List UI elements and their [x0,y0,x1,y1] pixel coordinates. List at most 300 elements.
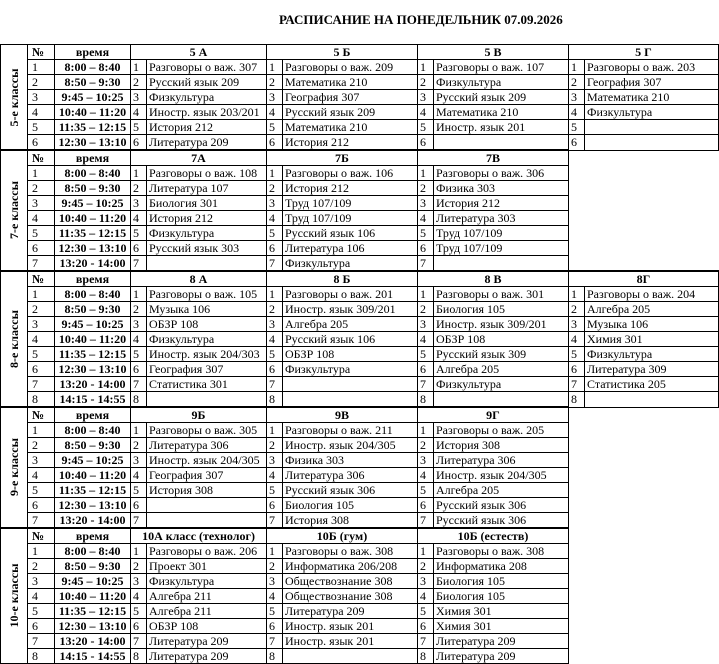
lesson-slot-number: 1 [569,287,585,302]
lesson-slot-number: 2 [131,302,147,317]
lesson-subject: Литература 306 [147,438,267,453]
empty-cell [569,241,719,256]
lesson-slot-number: 6 [418,619,434,634]
lesson-time: 10:40 – 11:20 [55,332,131,347]
lesson-slot-number: 3 [131,196,147,211]
lesson-time: 11:35 – 12:15 [55,120,131,135]
lesson-row [1,181,719,196]
lesson-row [1,196,719,211]
lesson-subject: Русский язык 309 [434,347,569,362]
lesson-subject: Литература 306 [434,453,569,468]
lesson-subject [585,120,719,135]
class-header: 5 Б [267,45,418,60]
lesson-time: 9:45 – 10:25 [55,453,131,468]
lesson-subject: Разговоры о важ. 206 [147,544,267,559]
lesson-subject: Алгебра 211 [147,604,267,619]
lesson-row [1,423,719,438]
lesson-row [1,604,719,619]
lesson-time: 8:00 – 8:40 [55,287,131,302]
lesson-number: 6 [28,135,55,151]
lesson-slot-number: 7 [267,377,283,392]
lesson-slot-number: 7 [131,513,147,529]
lesson-row [1,589,719,604]
lesson-slot-number: 1 [131,423,147,438]
lesson-number: 5 [28,347,55,362]
lesson-subject: Иностр. язык 201 [434,120,569,135]
empty-cell [569,166,719,181]
lesson-slot-number: 8 [131,649,147,664]
lesson-time: 10:40 – 11:20 [55,105,131,120]
lesson-subject: Физкультура [283,362,418,377]
lesson-row [1,483,719,498]
lesson-subject: Литература 209 [147,649,267,664]
lesson-slot-number: 6 [418,241,434,256]
lesson-number: 4 [28,468,55,483]
lesson-time: 10:40 – 11:20 [55,468,131,483]
lesson-subject: Биология 301 [147,196,267,211]
lesson-time: 12:30 – 13:10 [55,619,131,634]
empty-cell [569,498,719,513]
lesson-slot-number: 7 [131,256,147,272]
lesson-number: 8 [28,392,55,408]
lesson-subject: Химия 301 [585,332,719,347]
empty-cell [569,544,719,559]
lesson-row [1,559,719,574]
header-time: время [55,407,131,423]
lesson-subject: История 212 [283,181,418,196]
lesson-time: 9:45 – 10:25 [55,574,131,589]
lesson-time: 12:30 – 13:10 [55,498,131,513]
class-header: 5 А [131,45,267,60]
lesson-slot-number: 1 [569,60,585,75]
lesson-row [1,90,719,105]
lesson-time: 14:15 - 14:55 [55,649,131,664]
lesson-time: 11:35 – 12:15 [55,483,131,498]
lesson-subject: Иностр. язык 201 [283,619,418,634]
empty-cell [569,407,719,423]
lesson-number: 1 [28,544,55,559]
lesson-number: 2 [28,438,55,453]
lesson-subject: География 307 [283,90,418,105]
lesson-number: 6 [28,619,55,634]
lesson-number: 5 [28,604,55,619]
lesson-slot-number: 8 [267,649,283,664]
lesson-time: 11:35 – 12:15 [55,226,131,241]
lesson-number: 3 [28,317,55,332]
lesson-subject: Физкультура [147,226,267,241]
lesson-slot-number: 1 [418,166,434,181]
lesson-slot-number: 4 [418,211,434,226]
lesson-time: 8:00 – 8:40 [55,423,131,438]
lesson-subject: Алгебра 211 [147,589,267,604]
lesson-subject: История 212 [434,196,569,211]
lesson-subject: Музыка 106 [585,317,719,332]
lesson-number: 2 [28,181,55,196]
class-header: 8 А [131,271,267,287]
lesson-subject: Статистика 205 [585,377,719,392]
section-header-row [1,407,719,423]
lesson-subject [283,392,418,408]
grade-label: 5-е классы [1,45,28,151]
lesson-number: 6 [28,362,55,377]
lesson-slot-number: 1 [131,60,147,75]
lesson-slot-number: 4 [131,589,147,604]
lesson-subject: Физика 303 [434,181,569,196]
section-header-row [1,150,719,166]
lesson-subject: Литература 106 [283,241,418,256]
lesson-number: 3 [28,574,55,589]
lesson-subject: Иностр. язык 204/305 [147,453,267,468]
lesson-slot-number: 4 [131,332,147,347]
lesson-subject: Химия 301 [434,619,569,634]
lesson-time: 8:00 – 8:40 [55,544,131,559]
lesson-subject: Музыка 106 [147,302,267,317]
lesson-slot-number: 5 [418,604,434,619]
lesson-row [1,544,719,559]
lesson-slot-number: 4 [267,211,283,226]
lesson-subject: Литература 209 [434,649,569,664]
empty-cell [569,438,719,453]
grade-label: 10-е классы [1,528,28,664]
lesson-number: 1 [28,60,55,75]
lesson-slot-number: 5 [267,226,283,241]
grade-label: 9-е классы [1,407,28,528]
lesson-slot-number: 5 [131,347,147,362]
lesson-slot-number: 5 [267,120,283,135]
header-num: № [28,271,55,287]
lesson-subject: Математика 210 [585,90,719,105]
lesson-subject [147,498,267,513]
lesson-slot-number: 1 [418,287,434,302]
header-time: время [55,45,131,60]
lesson-slot-number: 2 [418,559,434,574]
lesson-number: 2 [28,302,55,317]
lesson-time: 13:20 - 14:00 [55,256,131,272]
lesson-time: 9:45 – 10:25 [55,90,131,105]
class-header: 9В [267,407,418,423]
lesson-subject: Разговоры о важ. 106 [283,166,418,181]
lesson-subject [434,256,569,272]
lesson-subject: ОБЗР 108 [434,332,569,347]
lesson-slot-number: 4 [267,332,283,347]
lesson-subject: Разговоры о важ. 306 [434,166,569,181]
lesson-subject: Биология 105 [434,574,569,589]
lesson-slot-number: 4 [267,105,283,120]
lesson-time: 8:00 – 8:40 [55,60,131,75]
lesson-subject: Русский язык 209 [147,75,267,90]
lesson-subject: Литература 209 [434,634,569,649]
lesson-subject: География 307 [147,362,267,377]
lesson-subject: Математика 210 [434,105,569,120]
lesson-number: 4 [28,332,55,347]
lesson-slot-number: 4 [418,468,434,483]
lesson-subject: История 212 [147,120,267,135]
lesson-time: 8:50 – 9:30 [55,181,131,196]
lesson-subject: Алгебра 205 [585,302,719,317]
schedule-table [0,44,719,664]
lesson-slot-number: 5 [131,604,147,619]
lesson-time: 9:45 – 10:25 [55,317,131,332]
lesson-subject: Алгебра 205 [283,317,418,332]
schedule-body [1,45,719,664]
lesson-slot-number: 1 [267,166,283,181]
lesson-slot-number: 3 [418,196,434,211]
empty-cell [569,150,719,166]
lesson-subject: ОБЗР 108 [283,347,418,362]
lesson-slot-number: 5 [418,483,434,498]
lesson-subject: Литература 303 [434,211,569,226]
lesson-slot-number: 7 [267,634,283,649]
lesson-slot-number: 5 [131,120,147,135]
lesson-subject: Разговоры о важ. 201 [283,287,418,302]
lesson-subject [585,392,719,408]
lesson-time: 8:50 – 9:30 [55,559,131,574]
lesson-row [1,619,719,634]
lesson-row [1,498,719,513]
lesson-number: 6 [28,241,55,256]
lesson-slot-number: 1 [131,166,147,181]
lesson-subject: История 308 [147,483,267,498]
lesson-time: 11:35 – 12:15 [55,347,131,362]
section-header-row [1,528,719,544]
empty-cell [569,604,719,619]
lesson-subject: Разговоры о важ. 301 [434,287,569,302]
lesson-slot-number: 5 [418,347,434,362]
lesson-slot-number: 3 [267,196,283,211]
lesson-slot-number: 8 [569,392,585,408]
lesson-slot-number: 5 [267,483,283,498]
lesson-subject: Алгебра 205 [434,483,569,498]
lesson-subject: Иностр. язык 204/303 [147,347,267,362]
lesson-subject [585,135,719,151]
lesson-slot-number: 7 [418,513,434,529]
lesson-subject [147,392,267,408]
lesson-subject: Иностр. язык 201 [283,634,418,649]
lesson-slot-number: 2 [418,302,434,317]
lesson-row [1,362,719,377]
lesson-number: 5 [28,483,55,498]
lesson-subject: Обществознание 308 [283,574,418,589]
lesson-slot-number: 2 [418,75,434,90]
lesson-subject: Информатика 208 [434,559,569,574]
lesson-subject: Труд 107/109 [283,211,418,226]
empty-cell [569,211,719,226]
lesson-slot-number: 3 [418,453,434,468]
lesson-number: 7 [28,513,55,529]
lesson-time: 10:40 – 11:20 [55,589,131,604]
lesson-slot-number: 2 [267,438,283,453]
class-header: 5 Г [569,45,719,60]
lesson-subject: Физкультура [147,90,267,105]
lesson-subject: Разговоры о важ. 203 [585,60,719,75]
lesson-slot-number: 6 [131,619,147,634]
empty-cell [569,196,719,211]
lesson-subject: Литература 209 [147,634,267,649]
lesson-slot-number: 2 [131,559,147,574]
lesson-slot-number: 1 [418,544,434,559]
lesson-subject: Обществознание 308 [283,589,418,604]
lesson-slot-number: 1 [267,60,283,75]
lesson-slot-number: 3 [267,453,283,468]
lesson-subject: Разговоры о важ. 108 [147,166,267,181]
lesson-subject: ОБЗР 108 [147,317,267,332]
lesson-slot-number: 8 [418,649,434,664]
lesson-slot-number: 4 [418,589,434,604]
lesson-subject: Труд 107/109 [434,241,569,256]
lesson-subject: Физкультура [434,377,569,392]
lesson-slot-number: 6 [267,241,283,256]
lesson-slot-number: 6 [267,362,283,377]
header-time: время [55,150,131,166]
lesson-slot-number: 3 [131,574,147,589]
lesson-number: 1 [28,287,55,302]
lesson-slot-number: 6 [418,135,434,151]
lesson-slot-number: 6 [569,362,585,377]
lesson-subject: Математика 210 [283,75,418,90]
lesson-slot-number: 2 [131,181,147,196]
lesson-subject: Русский язык 106 [283,226,418,241]
lesson-slot-number: 7 [267,513,283,529]
lesson-slot-number: 5 [569,347,585,362]
lesson-row [1,317,719,332]
lesson-row [1,332,719,347]
lesson-slot-number: 6 [131,498,147,513]
lesson-number: 7 [28,634,55,649]
class-header: 7В [418,150,569,166]
empty-cell [569,181,719,196]
lesson-slot-number: 7 [267,256,283,272]
lesson-subject: Литература 309 [585,362,719,377]
section-header-row [1,271,719,287]
class-header: 10Б (гум) [267,528,418,544]
lesson-subject: Физкультура [283,256,418,272]
section-header-row [1,45,719,60]
lesson-slot-number: 2 [267,181,283,196]
empty-cell [569,483,719,498]
lesson-subject: Разговоры о важ. 107 [434,60,569,75]
lesson-subject [283,377,418,392]
lesson-subject: Труд 107/109 [283,196,418,211]
lesson-subject: ОБЗР 108 [147,619,267,634]
lesson-subject: Биология 105 [434,302,569,317]
lesson-slot-number: 6 [131,241,147,256]
lesson-subject: Физика 303 [283,453,418,468]
lesson-slot-number: 3 [418,317,434,332]
lesson-slot-number: 7 [418,377,434,392]
lesson-slot-number: 3 [418,574,434,589]
lesson-slot-number: 2 [267,75,283,90]
lesson-slot-number: 5 [131,483,147,498]
lesson-slot-number: 5 [131,226,147,241]
lesson-subject: История 308 [283,513,418,529]
lesson-slot-number: 3 [131,453,147,468]
header-num: № [28,407,55,423]
lesson-slot-number: 4 [569,105,585,120]
lesson-row [1,241,719,256]
empty-cell [569,513,719,529]
lesson-number: 5 [28,226,55,241]
lesson-row [1,166,719,181]
lesson-number: 4 [28,105,55,120]
empty-cell [569,256,719,272]
lesson-slot-number: 1 [267,287,283,302]
lesson-slot-number: 2 [418,438,434,453]
lesson-slot-number: 7 [418,634,434,649]
lesson-subject: Физкультура [434,75,569,90]
lesson-slot-number: 1 [418,423,434,438]
lesson-row [1,287,719,302]
header-time: время [55,528,131,544]
lesson-slot-number: 6 [418,362,434,377]
lesson-slot-number: 7 [131,377,147,392]
lesson-slot-number: 7 [418,256,434,272]
lesson-slot-number: 8 [267,392,283,408]
empty-cell [569,589,719,604]
lesson-slot-number: 6 [267,498,283,513]
lesson-row [1,60,719,75]
lesson-time: 8:00 – 8:40 [55,166,131,181]
header-time: время [55,271,131,287]
lesson-row [1,513,719,529]
lesson-slot-number: 6 [418,498,434,513]
lesson-slot-number: 5 [418,120,434,135]
lesson-subject: Русский язык 306 [434,498,569,513]
lesson-number: 3 [28,90,55,105]
lesson-subject: Проект 301 [147,559,267,574]
lesson-subject: Разговоры о важ. 308 [283,544,418,559]
lesson-number: 7 [28,377,55,392]
lesson-subject: История 308 [434,438,569,453]
lesson-slot-number: 4 [418,105,434,120]
lesson-subject: Литература 209 [147,135,267,151]
lesson-subject: Разговоры о важ. 105 [147,287,267,302]
lesson-slot-number: 6 [267,619,283,634]
lesson-slot-number: 2 [131,75,147,90]
lesson-subject: Алгебра 205 [434,362,569,377]
lesson-subject: Физкультура [585,105,719,120]
lesson-slot-number: 4 [131,211,147,226]
lesson-slot-number: 3 [131,317,147,332]
header-num: № [28,45,55,60]
empty-cell [569,634,719,649]
lesson-number: 1 [28,423,55,438]
lesson-row [1,392,719,408]
lesson-slot-number: 1 [131,287,147,302]
empty-cell [569,423,719,438]
lesson-slot-number: 1 [131,544,147,559]
lesson-subject: Физкультура [147,574,267,589]
class-header: 8 В [418,271,569,287]
lesson-subject: Иностр. язык 309/201 [434,317,569,332]
lesson-time: 13:20 - 14:00 [55,513,131,529]
lesson-row [1,468,719,483]
lesson-number: 4 [28,211,55,226]
lesson-subject: Труд 107/109 [434,226,569,241]
lesson-subject: Физкультура [147,332,267,347]
lesson-subject: Литература 209 [283,604,418,619]
lesson-subject: Русский язык 306 [283,483,418,498]
lesson-subject: Статистика 301 [147,377,267,392]
lesson-slot-number: 6 [569,135,585,151]
lesson-time: 12:30 – 13:10 [55,135,131,151]
lesson-time: 14:15 - 14:55 [55,392,131,408]
lesson-subject: История 212 [147,211,267,226]
header-num: № [28,150,55,166]
empty-cell [569,574,719,589]
lesson-slot-number: 3 [569,90,585,105]
lesson-row [1,347,719,362]
lesson-time: 12:30 – 13:10 [55,241,131,256]
